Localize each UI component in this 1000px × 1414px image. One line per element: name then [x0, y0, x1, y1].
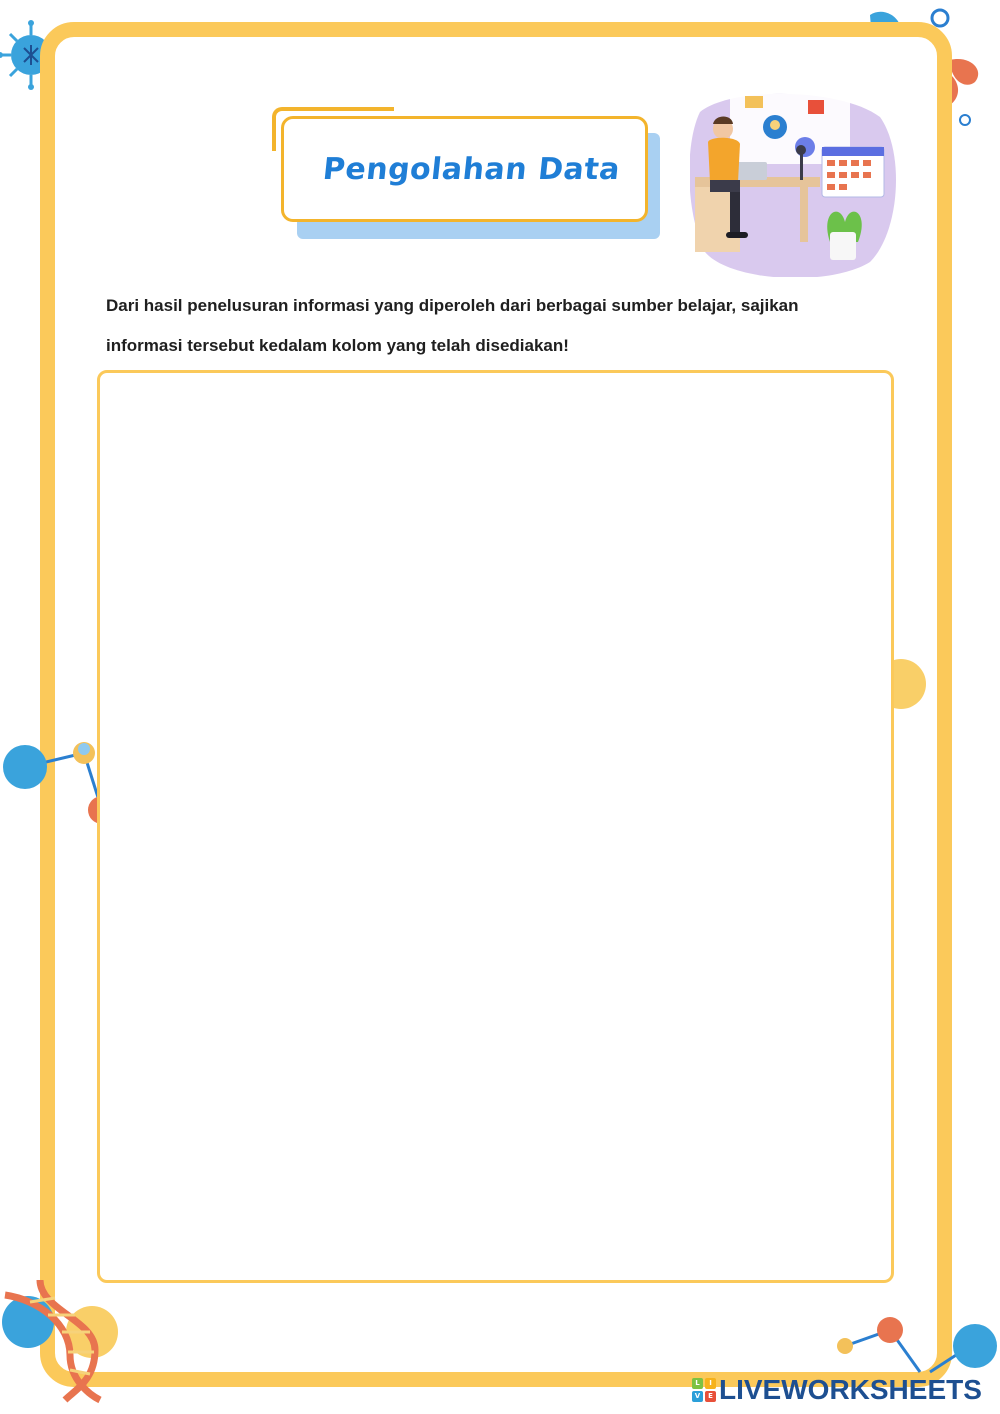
- person-at-desk-illustration: [690, 92, 900, 277]
- title-box: [281, 116, 648, 222]
- logo-letter: L: [692, 1378, 703, 1389]
- instruction-text: [106, 286, 896, 366]
- molecule-icon: [830, 1310, 1000, 1380]
- logo-letter: E: [705, 1391, 716, 1402]
- instruction-line: informasi tersebut kedalam kolom yang telah disediakan!: [106, 336, 569, 355]
- answer-box[interactable]: [97, 370, 894, 1283]
- liveworksheets-logo-icon: [692, 1378, 716, 1402]
- liveworksheets-brand: [692, 1373, 982, 1407]
- page-title: Pengolahan Data: [321, 151, 622, 187]
- logo-letter: V: [692, 1391, 703, 1402]
- instruction-line: Dari hasil penelusuran informasi yang diperoleh dari berbagai sumber belajar, sajikan: [106, 296, 799, 315]
- brand-name: LIVEWORKSHEETS: [719, 1374, 982, 1405]
- logo-letter: I: [705, 1378, 716, 1389]
- dna-icon: [0, 1270, 130, 1405]
